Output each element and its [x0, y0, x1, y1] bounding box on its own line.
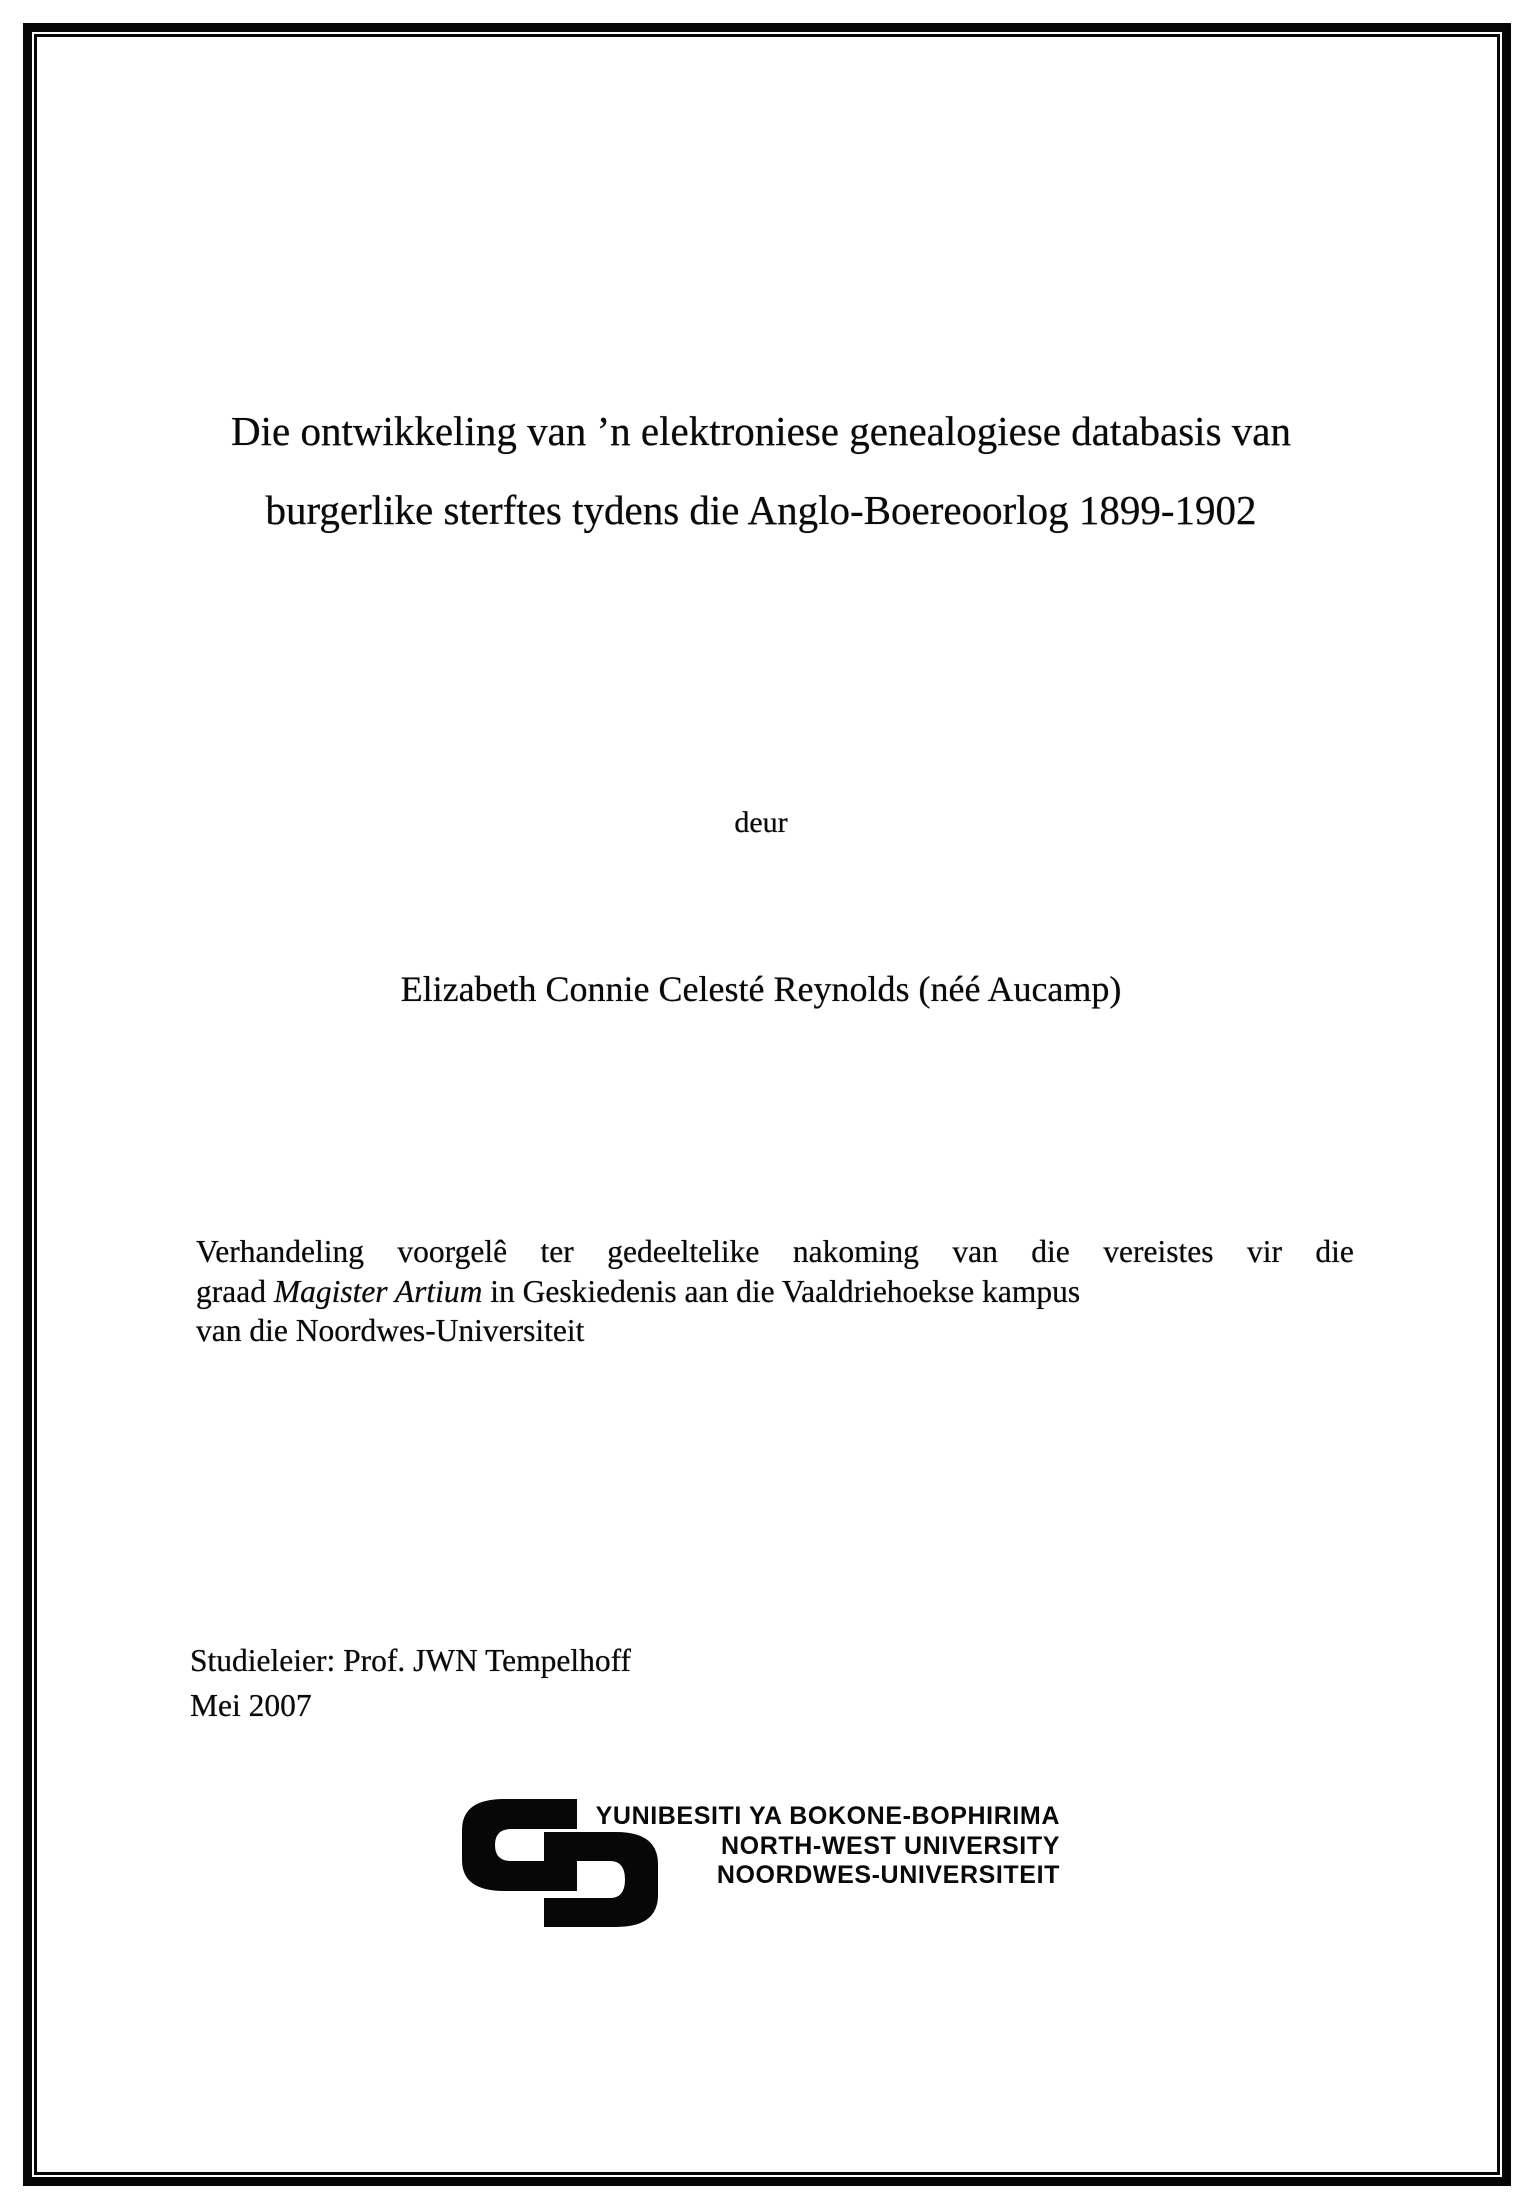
date-line: Mei 2007: [190, 1688, 312, 1723]
university-logo-text: [560, 1802, 1060, 1891]
logo-text-english: NORTH-WEST UNIVERSITY: [721, 1831, 1060, 1860]
thesis-title-line-2: burgerlike sterftes tydens die Anglo-Boereoorlog 1899-1902: [265, 487, 1257, 533]
thesis-title-line-1: Die ontwikkeling van ’n elektroniese genealogiese databasis van: [231, 408, 1291, 454]
byline-label: deur: [734, 806, 788, 839]
logo-text-setswana: YUNIBESITI YA BOKONE-BOPHIRIMA: [595, 1802, 1060, 1830]
description-line-2: [196, 1272, 1354, 1312]
thesis-title: [120, 392, 1402, 550]
author-name: Elizabeth Connie Celesté Reynolds (néé Aucamp): [400, 969, 1122, 1009]
degree-name-italic: Magister Artium: [273, 1273, 483, 1309]
logo-text-afrikaans: NOORDWES-UNIVERSITEIT: [716, 1861, 1060, 1889]
supervisor-line: Studieleier: Prof. JWN Tempelhoff: [190, 1643, 632, 1678]
description-line-2-prefix: graad: [196, 1273, 274, 1309]
thesis-description: [196, 1232, 1354, 1351]
description-line-1: Verhandeling voorgelê ter gedeeltelike nakoming van die vereistes vir die: [196, 1234, 1354, 1269]
description-line-3: van die Noordwes-Universiteit: [196, 1313, 585, 1348]
description-line-2-suffix: in Geskiedenis aan die Vaaldriehoekse kampus: [482, 1273, 1081, 1309]
